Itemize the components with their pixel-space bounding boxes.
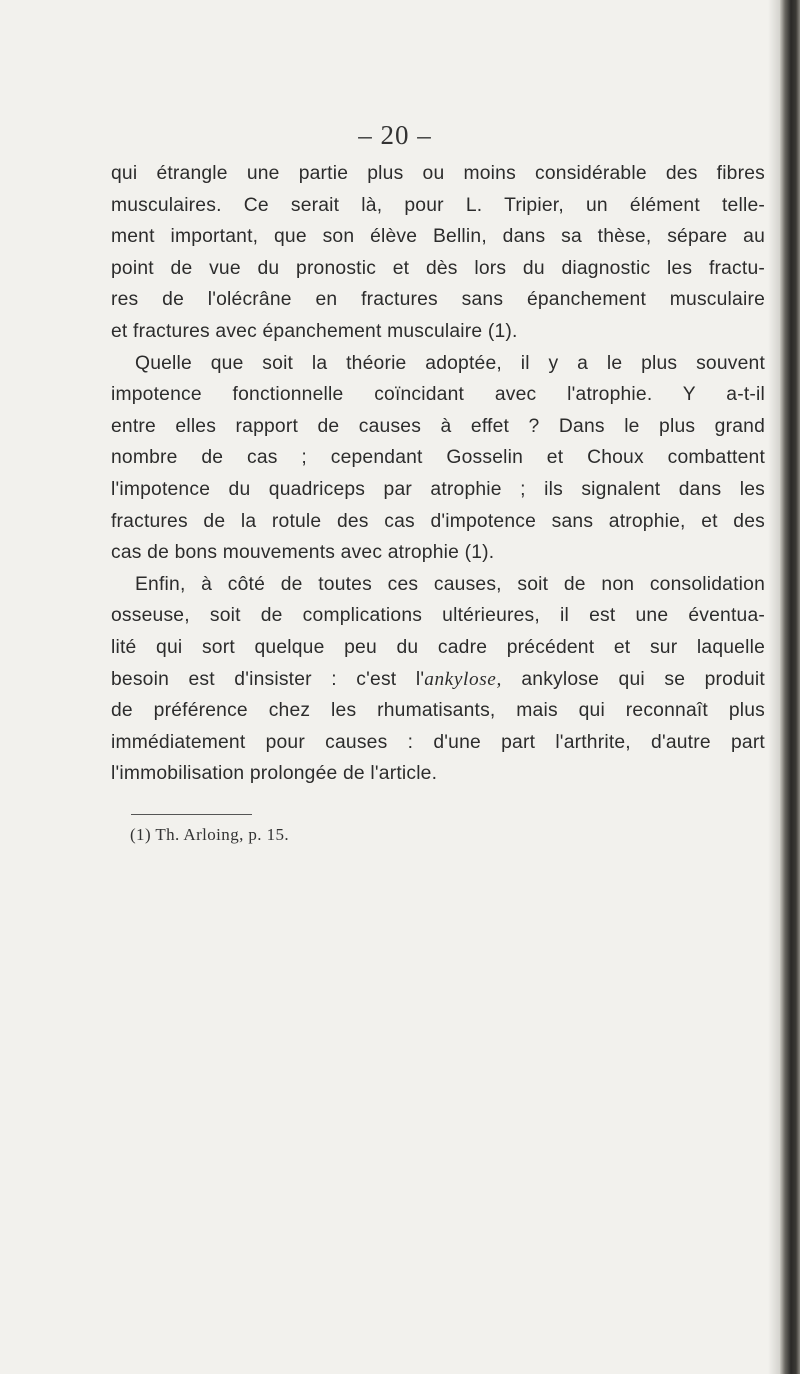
text-line: lité qui sort quelque peu du cadre précédent et sur laquelle [111, 636, 765, 658]
text-line: qui étrangle une partie plus ou moins considérable des fibres [111, 163, 765, 184]
text-line: l'impotence du quadriceps par atrophie ; ils signalent dans les [111, 478, 765, 500]
text-line: ment important, que son élève Bellin, dans sa thèse, sépare au [111, 226, 765, 248]
text-line: l'immobilisation prolongée de l'article. [111, 763, 438, 785]
line-tail: ankylose qui se produit [501, 668, 765, 690]
text-line: musculaires. Ce serait là, pour L. Tripier, un élément telle- [111, 194, 765, 216]
text-line: et fractures avec épanchement musculaire (1). [111, 320, 518, 342]
footnote-separator [131, 814, 252, 815]
page-number: – 20 – [358, 120, 432, 150]
text-line: cas de bons mouvements avec atrophie (1). [111, 542, 495, 564]
italic-term: ankylose, [424, 668, 502, 690]
footnote: (1) Th. Arloing, p. 15. [130, 825, 290, 844]
text-line: Quelle que soit la théorie adoptée, il y a le plus souvent [135, 352, 765, 374]
text-line: osseuse, soit de complications ultérieures, il est une éventua- [111, 605, 765, 627]
text-line: res de l'olécrâne en fractures sans épanchement musculaire [111, 289, 765, 311]
text-line: nombre de cas ; cependant Gosselin et Choux combattent [111, 447, 765, 469]
text-line: fractures de la rotule des cas d'impotence sans atrophie, et des [111, 510, 765, 532]
text-line: de préférence chez les rhumatisants, mais qui reconnaît plus [111, 700, 765, 722]
text-line: impotence fonctionnelle coïncidant avec l'atrophie. Y a-t-il [111, 384, 765, 406]
text-line: point de vue du pronostic et dès lors du diagnostic les fractu- [111, 257, 765, 279]
binding-edge [780, 0, 800, 1374]
page-edge-shadow [768, 0, 780, 1374]
text-line-with-italic [111, 664, 765, 696]
body-text [111, 158, 765, 790]
text-line: immédiatement pour causes : d'une part l'arthrite, d'autre part [111, 731, 765, 753]
text-line: Enfin, à côté de toutes ces causes, soit de non consolidation [135, 573, 765, 595]
line-head: besoin est d'insister : c'est l' [111, 668, 425, 690]
text-line: entre elles rapport de causes à effet ? Dans le plus grand [111, 415, 765, 437]
